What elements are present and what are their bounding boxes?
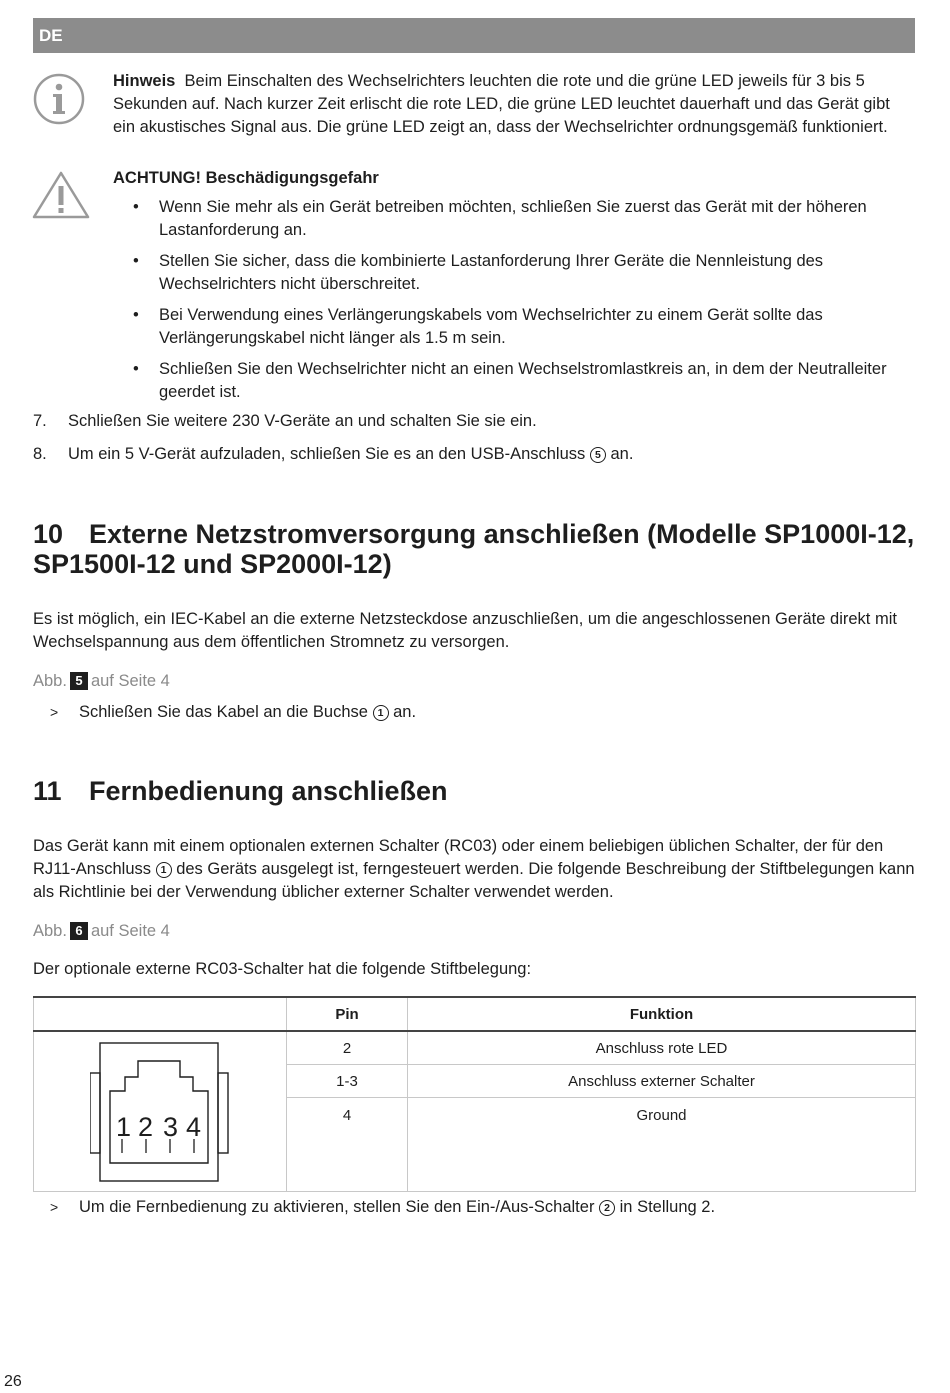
action-step	[50, 701, 416, 724]
note-label: Hinweis	[113, 72, 176, 90]
step-number: 8.	[33, 445, 47, 463]
list-item: • Bei Verwendung eines Verlängerungskabels vom Wechselrichter zu einem Gerät sollte das Verlängerungskabel nicht länger als 1.5 m sein.	[113, 304, 913, 350]
action-text: Schließen Sie das Kabel an die Buchse	[79, 703, 368, 721]
section-number: 11	[33, 776, 62, 806]
step-text-end: an.	[610, 445, 634, 463]
action-text-end: in Stellung 2.	[619, 1198, 716, 1216]
rj11-connector-diagram	[90, 1041, 230, 1183]
note-text	[113, 70, 913, 139]
pin-label: 3	[163, 1111, 179, 1142]
function-cell: Ground	[408, 1098, 916, 1192]
warning-title: ACHTUNG! Beschädigungsgefahr	[113, 169, 379, 187]
paragraph-text: Das Gerät kann mit einem optionalen externen Schalter (RC03) oder einem beliebigen üblichen Schalter, der für den RJ11-Anschluss	[33, 837, 884, 878]
info-icon	[33, 73, 85, 125]
language-label: DE	[39, 26, 63, 45]
action-text: Um die Fernbedienung zu aktivieren, stellen Sie den Ein-/Aus-Schalter	[79, 1198, 595, 1216]
step-number: 7.	[33, 412, 47, 430]
step-8	[33, 443, 633, 466]
arrow-icon: >	[50, 1199, 59, 1215]
connector-diagram-cell	[34, 1031, 287, 1192]
step-text: Um ein 5 V-Gerät aufzuladen, schließen Sie es an den USB-Anschluss	[68, 445, 586, 463]
function-cell: Anschluss rote LED	[408, 1031, 916, 1065]
list-item: • Wenn Sie mehr als ein Gerät betreiben möchten, schließen Sie zuerst das Gerät mit der höheren Lastanforderung an.	[113, 196, 913, 242]
arrow-icon: >	[50, 704, 59, 720]
table-header	[34, 997, 287, 1031]
figure-number-badge: 6	[70, 922, 88, 940]
figref-suffix: auf Seite 4	[90, 922, 170, 940]
section-11-paragraph	[33, 835, 918, 904]
paragraph-text-end: des Geräts ausgelegt ist, ferngesteuert werden. Die folgende Beschreibung der Stiftbelegungen kann als Richtlinie bei der Verwendung üblicher externer Schalter verwendet werden.	[33, 860, 915, 901]
warning-list	[113, 196, 913, 412]
callout-number: 1	[156, 862, 172, 878]
section-10-heading	[33, 519, 923, 579]
table-row	[34, 1031, 916, 1065]
pin-label: 2	[138, 1111, 154, 1142]
pin-cell: 2	[287, 1031, 408, 1065]
figref-prefix: Abb.	[33, 922, 67, 940]
page-number: 26	[4, 1373, 22, 1390]
callout-number: 5	[590, 447, 606, 463]
action-text-end: an.	[393, 703, 417, 721]
callout-number: 2	[599, 1200, 615, 1216]
section-11-heading	[33, 776, 923, 806]
action-step	[50, 1196, 715, 1219]
figref-suffix: auf Seite 4	[90, 672, 170, 690]
list-item: • Schließen Sie den Wechselrichter nicht an einen Wechselstromlastkreis an, in dem der Neutralleiter geerdet ist.	[113, 358, 913, 404]
section-title: Externe Netzstromversorgung anschließen (Modelle SP1000I-12, SP1500I-12 und SP2000I-12)	[33, 519, 915, 579]
section-number: 10	[33, 519, 64, 549]
table-header-row	[34, 997, 916, 1031]
table-intro: Der optionale externe RC03-Schalter hat die folgende Stiftbelegung:	[33, 960, 532, 978]
pin-label: 1	[116, 1111, 132, 1142]
figref-prefix: Abb.	[33, 672, 67, 690]
pin-table	[33, 996, 916, 1192]
section-title: Fernbedienung anschließen	[89, 776, 448, 806]
callout-number: 1	[373, 705, 389, 721]
language-bar	[33, 18, 915, 53]
pin-cell: 1-3	[287, 1065, 408, 1098]
table-header: Pin	[287, 997, 408, 1031]
note-body: Beim Einschalten des Wechselrichters leuchten die rote und die grüne LED jeweils für 3 bis 5 Sekunden auf. Nach kurzer Zeit erlischt die rote LED, die grüne LED leuchtet dauerhaft und das Gerät gibt ein akustisches Signal aus. Die grüne LED zeigt an, dass der Wechselrichter ordnungsgemäß funktioniert.	[113, 72, 890, 136]
warning-triangle-icon	[31, 170, 91, 220]
step-text: Schließen Sie weitere 230 V-Geräte an und schalten Sie sie ein.	[68, 412, 537, 430]
step-7	[33, 410, 537, 433]
pin-cell: 4	[287, 1098, 408, 1192]
list-item: • Stellen Sie sicher, dass die kombinierte Lastanforderung Ihrer Geräte die Nennleistung des Wechselrichters nicht überschreitet.	[113, 250, 913, 296]
function-cell: Anschluss externer Schalter	[408, 1065, 916, 1098]
figure-number-badge: 5	[70, 672, 88, 690]
figure-reference[interactable]	[33, 670, 170, 693]
table-header: Funktion	[408, 997, 916, 1031]
figure-reference[interactable]	[33, 920, 170, 943]
pin-label: 4	[186, 1111, 202, 1142]
section-10-paragraph: Es ist möglich, ein IEC-Kabel an die externe Netzsteckdose anzuschließen, um die angeschlossenen Geräte direkt mit Wechselspannung aus dem öffentlichen Stromnetz zu versorgen.	[33, 610, 897, 651]
